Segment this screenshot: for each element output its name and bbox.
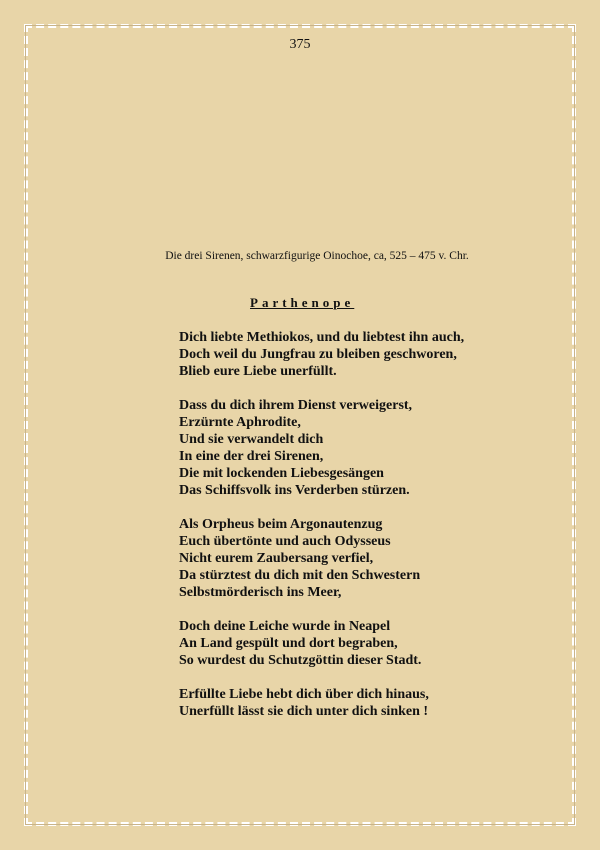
- poem-line: Als Orpheus beim Argonautenzug: [179, 517, 383, 532]
- poem-line: Selbstmörderisch ins Meer,: [179, 585, 342, 600]
- poem-line: In eine der drei Sirenen,: [179, 449, 324, 464]
- poem-line: Nicht eurem Zaubersang verfiel,: [179, 551, 374, 566]
- stanza: [179, 397, 464, 499]
- image-caption: Die drei Sirenen, schwarzfigurige Oinochoe, ca, 525 – 475 v. Chr.: [165, 250, 469, 262]
- poem-line: So wurdest du Schutzgöttin dieser Stadt.: [179, 653, 422, 668]
- poem-line: Blieb eure Liebe unerfüllt.: [179, 364, 337, 379]
- poem-line: Dass du dich ihrem Dienst verweigerst,: [179, 398, 413, 413]
- poem-line: Doch weil du Jungfrau zu bleiben geschworen,: [179, 347, 457, 362]
- poem-line: Dich liebte Methiokos, und du liebtest ihn auch,: [179, 330, 465, 345]
- poem-line: Und sie verwandelt dich: [179, 432, 324, 447]
- poem-line: Erzürnte Aphrodite,: [179, 415, 301, 430]
- poem-line: Das Schiffsvolk ins Verderben stürzen.: [179, 483, 410, 498]
- stanza: [179, 329, 464, 380]
- poem-body: [179, 329, 464, 737]
- stanza: [179, 516, 464, 601]
- poem-line: Unerfüllt lässt sie dich unter dich sinken !: [179, 704, 429, 719]
- poem-line: An Land gespült und dort begraben,: [179, 636, 398, 651]
- poem-line: Erfüllte Liebe hebt dich über dich hinaus,: [179, 687, 429, 702]
- poem-line: Da stürztest du dich mit den Schwestern: [179, 568, 421, 583]
- page-number: 375: [289, 37, 311, 52]
- poem-line: Doch deine Leiche wurde in Neapel: [179, 619, 391, 634]
- poem-line: Euch übertönte und auch Odysseus: [179, 534, 391, 549]
- stanza: [179, 686, 464, 720]
- poem-title: Parthenope: [250, 295, 355, 310]
- stanza: [179, 618, 464, 669]
- poem-line: Die mit lockenden Liebesgesängen: [179, 466, 384, 481]
